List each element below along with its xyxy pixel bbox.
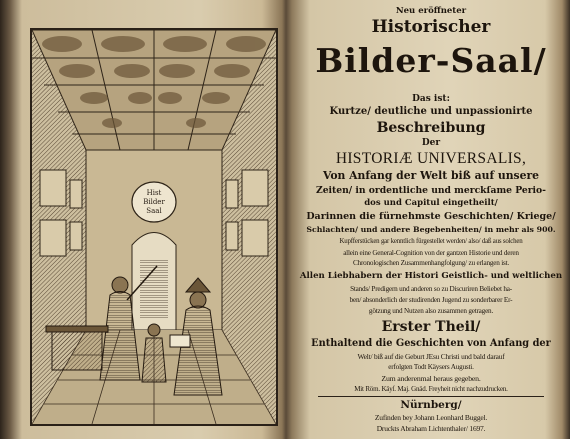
contents-line-1: Enthaltend die Geschichten von Anfang der [311,338,551,349]
dedication-line-1: Allen Liebhabern der Histori Geistlich- und weltlichen [299,271,563,281]
desc-line-7: allein eine General-Cognition von der gantzen Historie und deren [343,249,519,257]
desc-line-6: Kupfferstücken gar kenntlich fürgestellet werden/ also/ daß aus solchen [339,238,523,245]
edition-line: Zum anderenmal heraus gegeben. [381,374,481,383]
main-title: Bilder-Saal/ [315,41,547,80]
desc-line-3: dos und Capitul eingetheilt/ [364,198,498,208]
desc-line-5: Schlachten/ und andere Begebenheiten/ in mehr als 900. [306,225,556,234]
imprint-place: Nürnberg/ [400,399,462,411]
subtitle-line-1: Kurtze/ deutliche und unpassionirte [329,106,533,117]
desc-line-1: Von Anfang der Welt biß auf unsere [322,169,540,182]
desc-line-2: Zeiten/ in ordentliche und merckſame Perio- [316,185,546,196]
das-ist-line: Das ist: [412,94,450,104]
subtitle-beschreibung: Beschreibung [376,120,486,136]
title-prefix: Neu eröffneter [395,6,467,16]
imprint-publisher: Zufinden bey Johann Leonhard Buggel. [374,413,488,422]
dedication-line-3: ben/ absonderlich der studirenden Jugend zu sonderbarer Er- [349,296,513,304]
dedication-line-4: götzung und Nutzen also zusammen getragen. [368,307,494,315]
engraving-illustration [32,30,276,424]
dedication-line-2: Stands/ Predigern und anderen so zu Discuriren Beliebet ha- [350,285,512,293]
imprint-rule [318,396,544,397]
desc-line-4: Darinnen die fürnehmste Geschichten/ Kriege/ [306,211,556,222]
title-page [298,0,564,439]
historiae-universalis: HISTORIÆ UNIVERSALIS, [335,150,527,167]
contents-line-2: Welt/ biß auf die Geburt JEsu Christi und bald darauf [357,352,505,361]
contents-line-3: erfolgten Todt Käysers Augusti. [388,363,474,371]
title-line-historischer: Historischer [371,17,491,37]
inscription-line-1: Hist [146,189,162,197]
inscription-line-3: Saal [146,207,162,215]
imprint-printer: Druckts Abraham Lichtenthaler/ 1697. [376,424,486,433]
desc-line-8: Chronologischen Zusammenhangfolgung/ zu erlangen ist. [352,259,510,267]
inscription-line-2: Bilder [143,198,165,206]
frontispiece-engraving [30,28,278,426]
part-title: Erster Theil/ [381,319,481,335]
privilege-line: Mit Röm. Käyſ. Maj. Gnäd. Freyheit nicht nachzudrucken. [354,385,508,393]
der-line: Der [421,138,441,148]
